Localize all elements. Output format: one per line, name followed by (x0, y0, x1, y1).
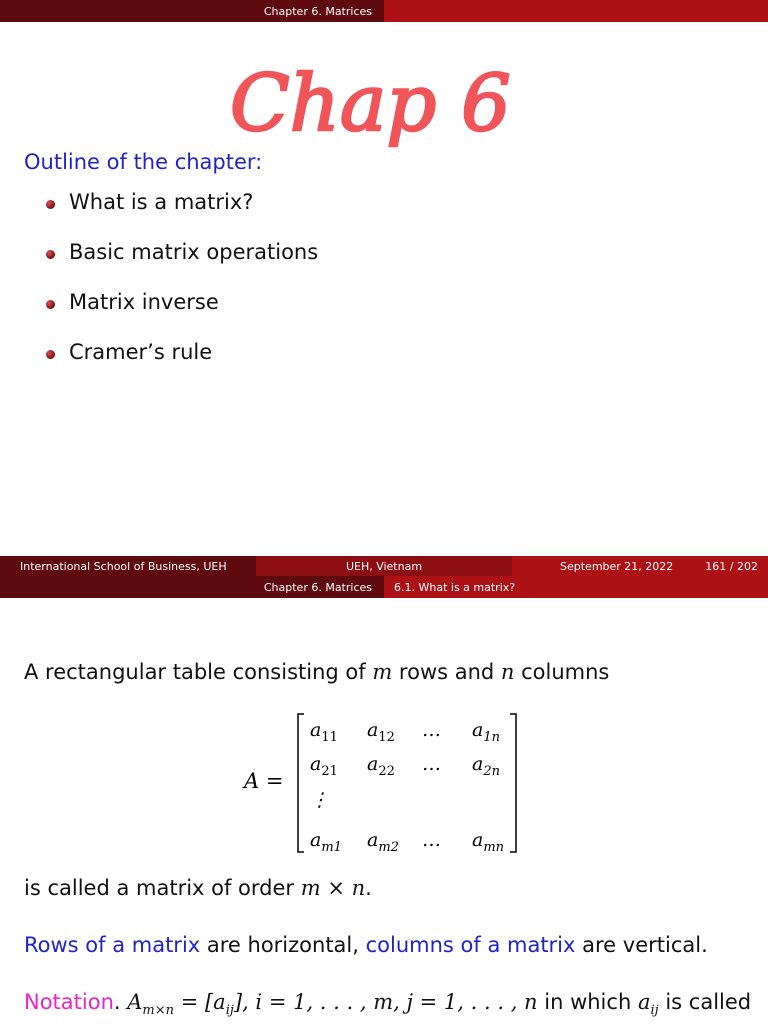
list-item (46, 340, 318, 390)
intro-suffix: columns (514, 660, 610, 684)
var-n: n (500, 660, 515, 684)
matrix-cell: $a_{m1}$ (310, 829, 342, 855)
header-section-subsection (384, 0, 768, 22)
matrix-cell: … (422, 829, 441, 851)
header-section-chapter: Chapter 6. Matrices (0, 0, 384, 22)
footer-date-page (512, 556, 768, 576)
intro-middle: rows and (392, 660, 501, 684)
matrix-cell: $a_{11}$ (310, 719, 338, 745)
list-item (46, 190, 318, 240)
notation-tail-end: is called (658, 990, 752, 1014)
var-m: m (372, 660, 393, 684)
bullet-ball-icon (46, 350, 55, 359)
notation-formula: $A_{m\times n} = [a_{ij}]$, i = 1, . . . , m, j = 1, . . . , n (127, 990, 538, 1019)
footer-institution: International School of Business, UEH (0, 556, 256, 576)
outline-title: Outline of the chapter: (24, 150, 263, 174)
footer-location: UEH, Vietnam (256, 556, 512, 576)
bullet-ball-icon (46, 300, 55, 309)
lhs-text: A = (244, 769, 284, 793)
handwriting-text: Chap 6 (230, 59, 511, 149)
matrix-cell: $a_{2n}$ (472, 753, 500, 779)
matrix-cells (310, 719, 504, 855)
rows-rest: are horizontal, (200, 933, 366, 957)
notation-dot: . (113, 990, 128, 1014)
footer-page-number: 161 / 202 (705, 559, 758, 573)
columns-term: columns of a matrix (365, 933, 576, 957)
matrix-order-sentence (24, 876, 372, 900)
rows-term: Rows of a matrix (24, 933, 201, 957)
tail-sub: ij (650, 1003, 659, 1019)
matrix-cell: … (422, 753, 441, 775)
matrix-cell: $a_{12}$ (367, 719, 395, 745)
matrix-display (236, 706, 536, 856)
matrix-definition-intro (24, 660, 609, 684)
matrix-cell: $a_{1n}$ (472, 719, 500, 745)
intro-prefix: A rectangular table consisting of (24, 660, 373, 684)
called-suffix: . (365, 876, 372, 900)
called-prefix: is called a matrix of order (24, 876, 301, 900)
order-expression: m × n (300, 876, 366, 900)
right-bracket (510, 714, 516, 852)
header-section-chapter: Chapter 6. Matrices (0, 576, 384, 598)
list-item-label: Cramer’s rule (69, 340, 213, 364)
handwritten-annotation (228, 30, 528, 180)
list-item (46, 240, 318, 290)
list-item (46, 290, 318, 340)
matrix-cell: $a_{21}$ (310, 753, 338, 779)
matrix-cell: $a_{22}$ (367, 753, 395, 779)
left-bracket (298, 714, 304, 852)
slide-header (0, 576, 768, 598)
list-item-label: Matrix inverse (69, 290, 219, 314)
notation-tail: in which (537, 990, 638, 1014)
notation-sentence (24, 990, 751, 1018)
tail-var: a (637, 990, 651, 1014)
header-section-subsection: 6.1. What is a matrix? (384, 576, 768, 598)
footer-date: September 21, 2022 (560, 559, 674, 573)
slide-footer (0, 556, 768, 576)
matrix-cell: ⋮ (310, 789, 329, 811)
matrix-cell: $a_{mn}$ (472, 829, 505, 855)
bullet-ball-icon (46, 200, 55, 209)
list-item-label: What is a matrix? (69, 190, 254, 214)
matrix-cell: $a_{m2}$ (367, 829, 399, 855)
matrix-lhs (242, 769, 283, 793)
rows-columns-sentence (24, 933, 708, 957)
columns-rest: are vertical. (575, 933, 708, 957)
slide-what-is-matrix (0, 576, 768, 1024)
list-item-label: Basic matrix operations (69, 240, 319, 264)
slide-header (0, 0, 768, 22)
bullet-ball-icon (46, 250, 55, 259)
outline-list (46, 190, 318, 390)
notation-label: Notation (24, 990, 114, 1014)
matrix-cell: … (422, 719, 441, 741)
